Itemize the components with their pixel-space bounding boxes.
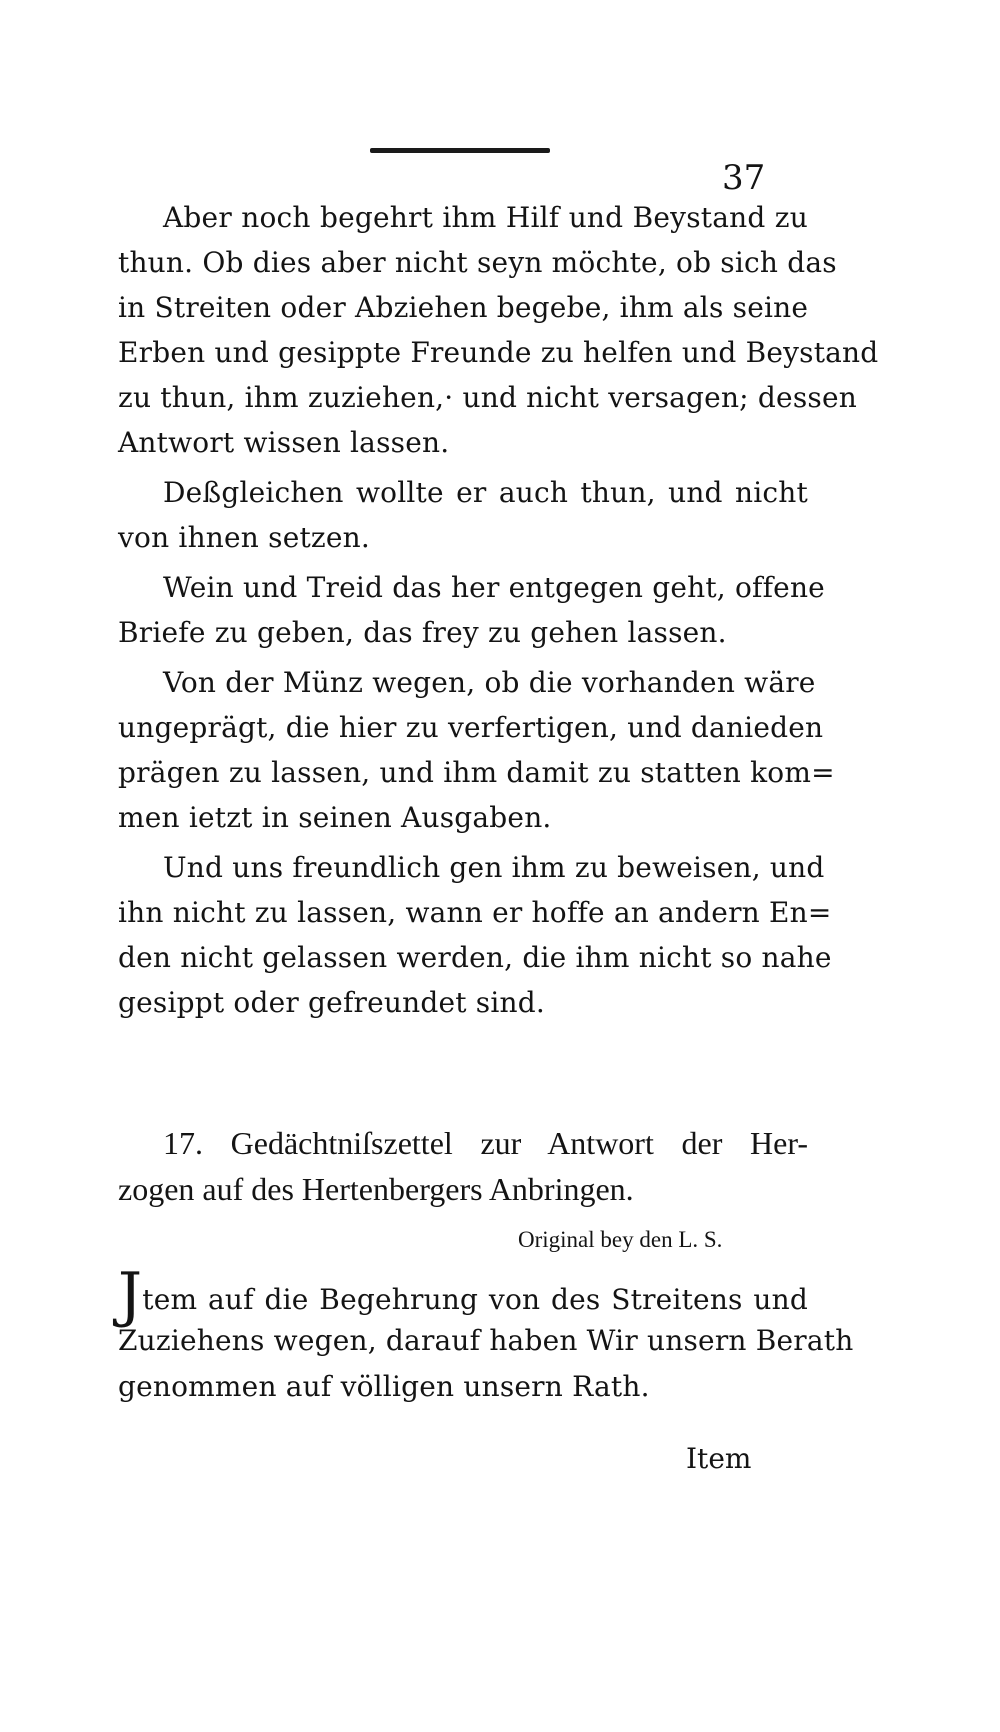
text-line-with-initial <box>118 1260 808 1330</box>
text-line: genommen auf völligen unsern Rath. <box>118 1370 650 1403</box>
text-line: prägen zu lassen, und ihm damit zu statten kom= <box>118 756 835 789</box>
text-line: Aber noch begehrt ihm Hilf und Beystand zu <box>163 201 808 234</box>
section-heading-line: 17. Gedächtniſszettel zur Antwort der Her- <box>163 1125 808 1161</box>
text-line: ihn nicht zu lassen, wann er hoffe an andern En= <box>118 896 832 929</box>
text-line: Briefe zu geben, das frey zu gehen lassen. <box>118 616 727 649</box>
text-line: Wein und Treid das her entgegen geht, offene <box>163 571 825 604</box>
text-line: thun. Ob dies aber nicht seyn möchte, ob sich das <box>118 246 837 279</box>
text-line: den nicht gelassen werden, die ihm nicht so nahe <box>118 941 832 974</box>
text-line: men ietzt in seinen Ausgaben. <box>118 801 552 834</box>
text-line: von ihnen setzen. <box>118 521 370 554</box>
text-line: zu thun, ihm zuziehen,· und nicht versagen; dessen <box>118 381 857 414</box>
text-line: ungeprägt, die hier zu verfertigen, und danieden <box>118 711 824 744</box>
text-line: Von der Münz wegen, ob die vorhanden wäre <box>163 666 816 699</box>
text-line: in Streiten oder Abziehen begebe, ihm als seine <box>118 291 809 324</box>
catchword: Item <box>686 1442 752 1475</box>
text-line: Deßgleichen wollte er auch thun, und nicht <box>163 476 808 509</box>
text-line: Und uns freundlich gen ihm zu beweisen, und <box>163 851 825 884</box>
section-heading-line: zogen auf des Hertenbergers Anbringen. <box>118 1171 634 1207</box>
text-line: gesippt oder gefreundet sind. <box>118 986 545 1019</box>
text-line: Antwort wissen lassen. <box>118 426 450 459</box>
header-rule <box>370 148 550 153</box>
page-number: 37 <box>722 158 766 198</box>
source-note: Original bey den L. S. <box>518 1227 723 1252</box>
text-line: tem auf die Begehrung von des Streitens und <box>142 1283 808 1316</box>
drop-initial: J <box>118 1260 143 1330</box>
text-line: Erben und gesippte Freunde zu helfen und Beystand <box>118 336 879 369</box>
text-line: Zuziehens wegen, darauf haben Wir unsern Berath <box>118 1324 854 1357</box>
